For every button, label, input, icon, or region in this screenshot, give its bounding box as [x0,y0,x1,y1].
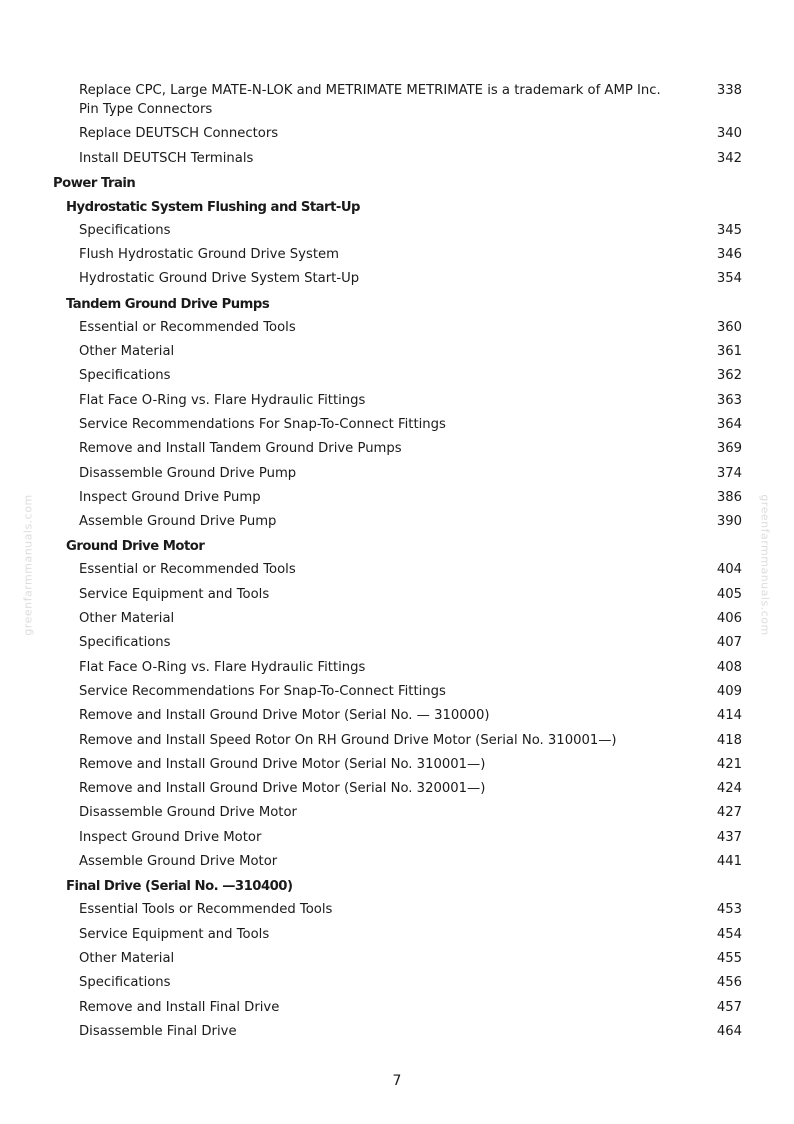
toc-entry-title: Install DEUTSCH Terminals [79,150,254,166]
toc-entry-title: Remove and Install Ground Drive Motor (Serial No. 320001—) [79,781,486,797]
toc-entry-page: 414 [716,708,742,724]
toc-entry-title: Disassemble Ground Drive Motor [79,805,297,821]
toc-entry-title: Specifications [79,368,171,384]
toc-entry-title: Essential or Recommended Tools [79,319,296,335]
toc-entry-title: Disassemble Final Drive [79,1023,237,1039]
toc-entry-title: Service Equipment and Tools [79,926,270,942]
toc-entry[interactable] [0,1019,794,1043]
toc-entry-page: 346 [716,247,742,263]
watermark-left: greenfarmmanuals.com [21,494,35,636]
toc-entry[interactable] [0,800,794,824]
toc-entry-title: Other Material [79,950,175,966]
toc-entry-page: 455 [716,950,742,966]
toc-entry-page: 386 [716,489,742,505]
toc-entry-page: 360 [716,319,742,335]
toc-entry-page: 406 [716,611,742,627]
toc-entry-page: 369 [716,441,742,457]
toc-entry[interactable] [0,946,794,970]
toc-entry[interactable] [0,388,794,412]
toc-entry-title: Power Train [53,175,136,191]
toc-entry[interactable] [0,897,794,921]
toc-entry-title: Essential or Recommended Tools [79,562,296,578]
toc-section-heading[interactable] [0,194,794,218]
toc-entry-title: Assemble Ground Drive Motor [79,854,278,870]
toc-entry[interactable] [0,703,794,727]
toc-entry[interactable] [0,242,794,266]
toc-entry[interactable] [0,78,794,121]
toc-entry-title: Service Recommendations For Snap-To-Connect Fittings [79,416,446,432]
toc-entry[interactable] [0,728,794,752]
toc-entry[interactable] [0,315,794,339]
toc-entry-title: Remove and Install Ground Drive Motor (Serial No. — 310000) [79,708,490,724]
toc-entry[interactable] [0,825,794,849]
toc-entry-page: 441 [716,854,742,870]
toc-entry-page: 453 [716,902,742,918]
toc-entry-page: 421 [716,756,742,772]
toc-entry-page: 374 [716,465,742,481]
toc-entry[interactable] [0,121,794,145]
toc-entry-page: 340 [716,126,742,142]
toc-entry[interactable] [0,630,794,654]
page-number: 7 [392,1073,402,1089]
toc-entry-title: Disassemble Ground Drive Pump [79,465,297,481]
toc-entry[interactable] [0,606,794,630]
toc-entry-title: Ground Drive Motor [66,539,205,555]
toc-entry-page: 456 [716,975,742,991]
toc-entry-page: 427 [716,805,742,821]
toc-entry-title: Inspect Ground Drive Motor [79,829,262,845]
toc-entry[interactable] [0,970,794,994]
toc-entry[interactable] [0,266,794,290]
toc-entry-title: Replace CPC, Large MATE-N-LOK and METRIMATE METRIMATE is a trademark of AMP Inc. Pin Type Connectors [79,83,661,117]
toc-entry[interactable] [0,363,794,387]
toc-section-heading[interactable] [0,170,794,194]
toc-entry-page: 364 [716,416,742,432]
toc-entry-title: Tandem Ground Drive Pumps [66,296,270,312]
toc-entry-page: 457 [716,999,742,1015]
toc-entry-page: 407 [716,635,742,651]
toc-entry[interactable] [0,339,794,363]
toc-entry-title: Other Material [79,611,175,627]
watermark-right: greenfarmmanuals.com [758,494,772,636]
toc-entry-page: 405 [716,586,742,602]
toc-section-heading[interactable] [0,533,794,557]
toc-entry-title: Assemble Ground Drive Pump [79,514,277,530]
toc-entry[interactable] [0,557,794,581]
toc-entry-title: Flat Face O-Ring vs. Flare Hydraulic Fittings [79,659,366,675]
toc-entry-title: Hydrostatic Ground Drive System Start-Up [79,271,360,287]
toc-entry[interactable] [0,509,794,533]
toc-entry-title: Inspect Ground Drive Pump [79,489,261,505]
toc-entry[interactable] [0,922,794,946]
toc-entry[interactable] [0,849,794,873]
toc-entry-page: 418 [716,732,742,748]
toc-entry-page: 361 [716,344,742,360]
toc-entry-page: 338 [716,83,742,98]
toc-entry-title: Flat Face O-Ring vs. Flare Hydraulic Fittings [79,392,366,408]
toc-entry-title: Specifications [79,635,171,651]
toc-entry-title: Service Recommendations For Snap-To-Connect Fittings [79,683,446,699]
toc-entry-title: Remove and Install Speed Rotor On RH Ground Drive Motor (Serial No. 310001—) [79,732,617,748]
toc-section-heading[interactable] [0,873,794,897]
toc-entry[interactable] [0,582,794,606]
table-of-contents [0,78,794,1043]
toc-entry-page: 362 [716,368,742,384]
toc-entry-title: Specifications [79,975,171,991]
toc-entry-title: Remove and Install Tandem Ground Drive Pumps [79,441,402,457]
toc-entry-page: 345 [716,222,742,238]
toc-entry[interactable] [0,995,794,1019]
toc-entry-title: Service Equipment and Tools [79,586,270,602]
toc-entry-title: Final Drive (Serial No. —310400) [66,879,293,895]
toc-entry-title: Hydrostatic System Flushing and Start-Up [66,199,360,215]
toc-entry-title: Remove and Install Ground Drive Motor (Serial No. 310001—) [79,756,486,772]
toc-entry-page: 409 [716,683,742,699]
toc-entry[interactable] [0,436,794,460]
toc-entry[interactable] [0,461,794,485]
toc-entry-page: 363 [716,392,742,408]
toc-entry-page: 424 [716,781,742,797]
toc-entry-page: 454 [716,926,742,942]
toc-section-heading[interactable] [0,291,794,315]
toc-entry-page: 464 [716,1023,742,1039]
toc-entry-page: 404 [716,562,742,578]
toc-entry-page: 408 [716,659,742,675]
toc-entry[interactable] [0,412,794,436]
toc-entry-title: Flush Hydrostatic Ground Drive System [79,247,339,263]
toc-entry[interactable] [0,655,794,679]
toc-entry[interactable] [0,485,794,509]
toc-entry-title: Replace DEUTSCH Connectors [79,126,279,142]
toc-entry-page: 354 [716,271,742,287]
toc-entry-page: 342 [716,150,742,166]
toc-entry[interactable] [0,776,794,800]
toc-entry[interactable] [0,146,794,170]
toc-entry-title: Other Material [79,344,175,360]
toc-entry[interactable] [0,218,794,242]
toc-entry[interactable] [0,679,794,703]
toc-entry-page: 390 [716,514,742,530]
toc-entry-title: Remove and Install Final Drive [79,999,280,1015]
toc-entry-page: 437 [716,829,742,845]
toc-entry-title: Specifications [79,222,171,238]
toc-entry-title: Essential Tools or Recommended Tools [79,902,333,918]
toc-entry[interactable] [0,752,794,776]
